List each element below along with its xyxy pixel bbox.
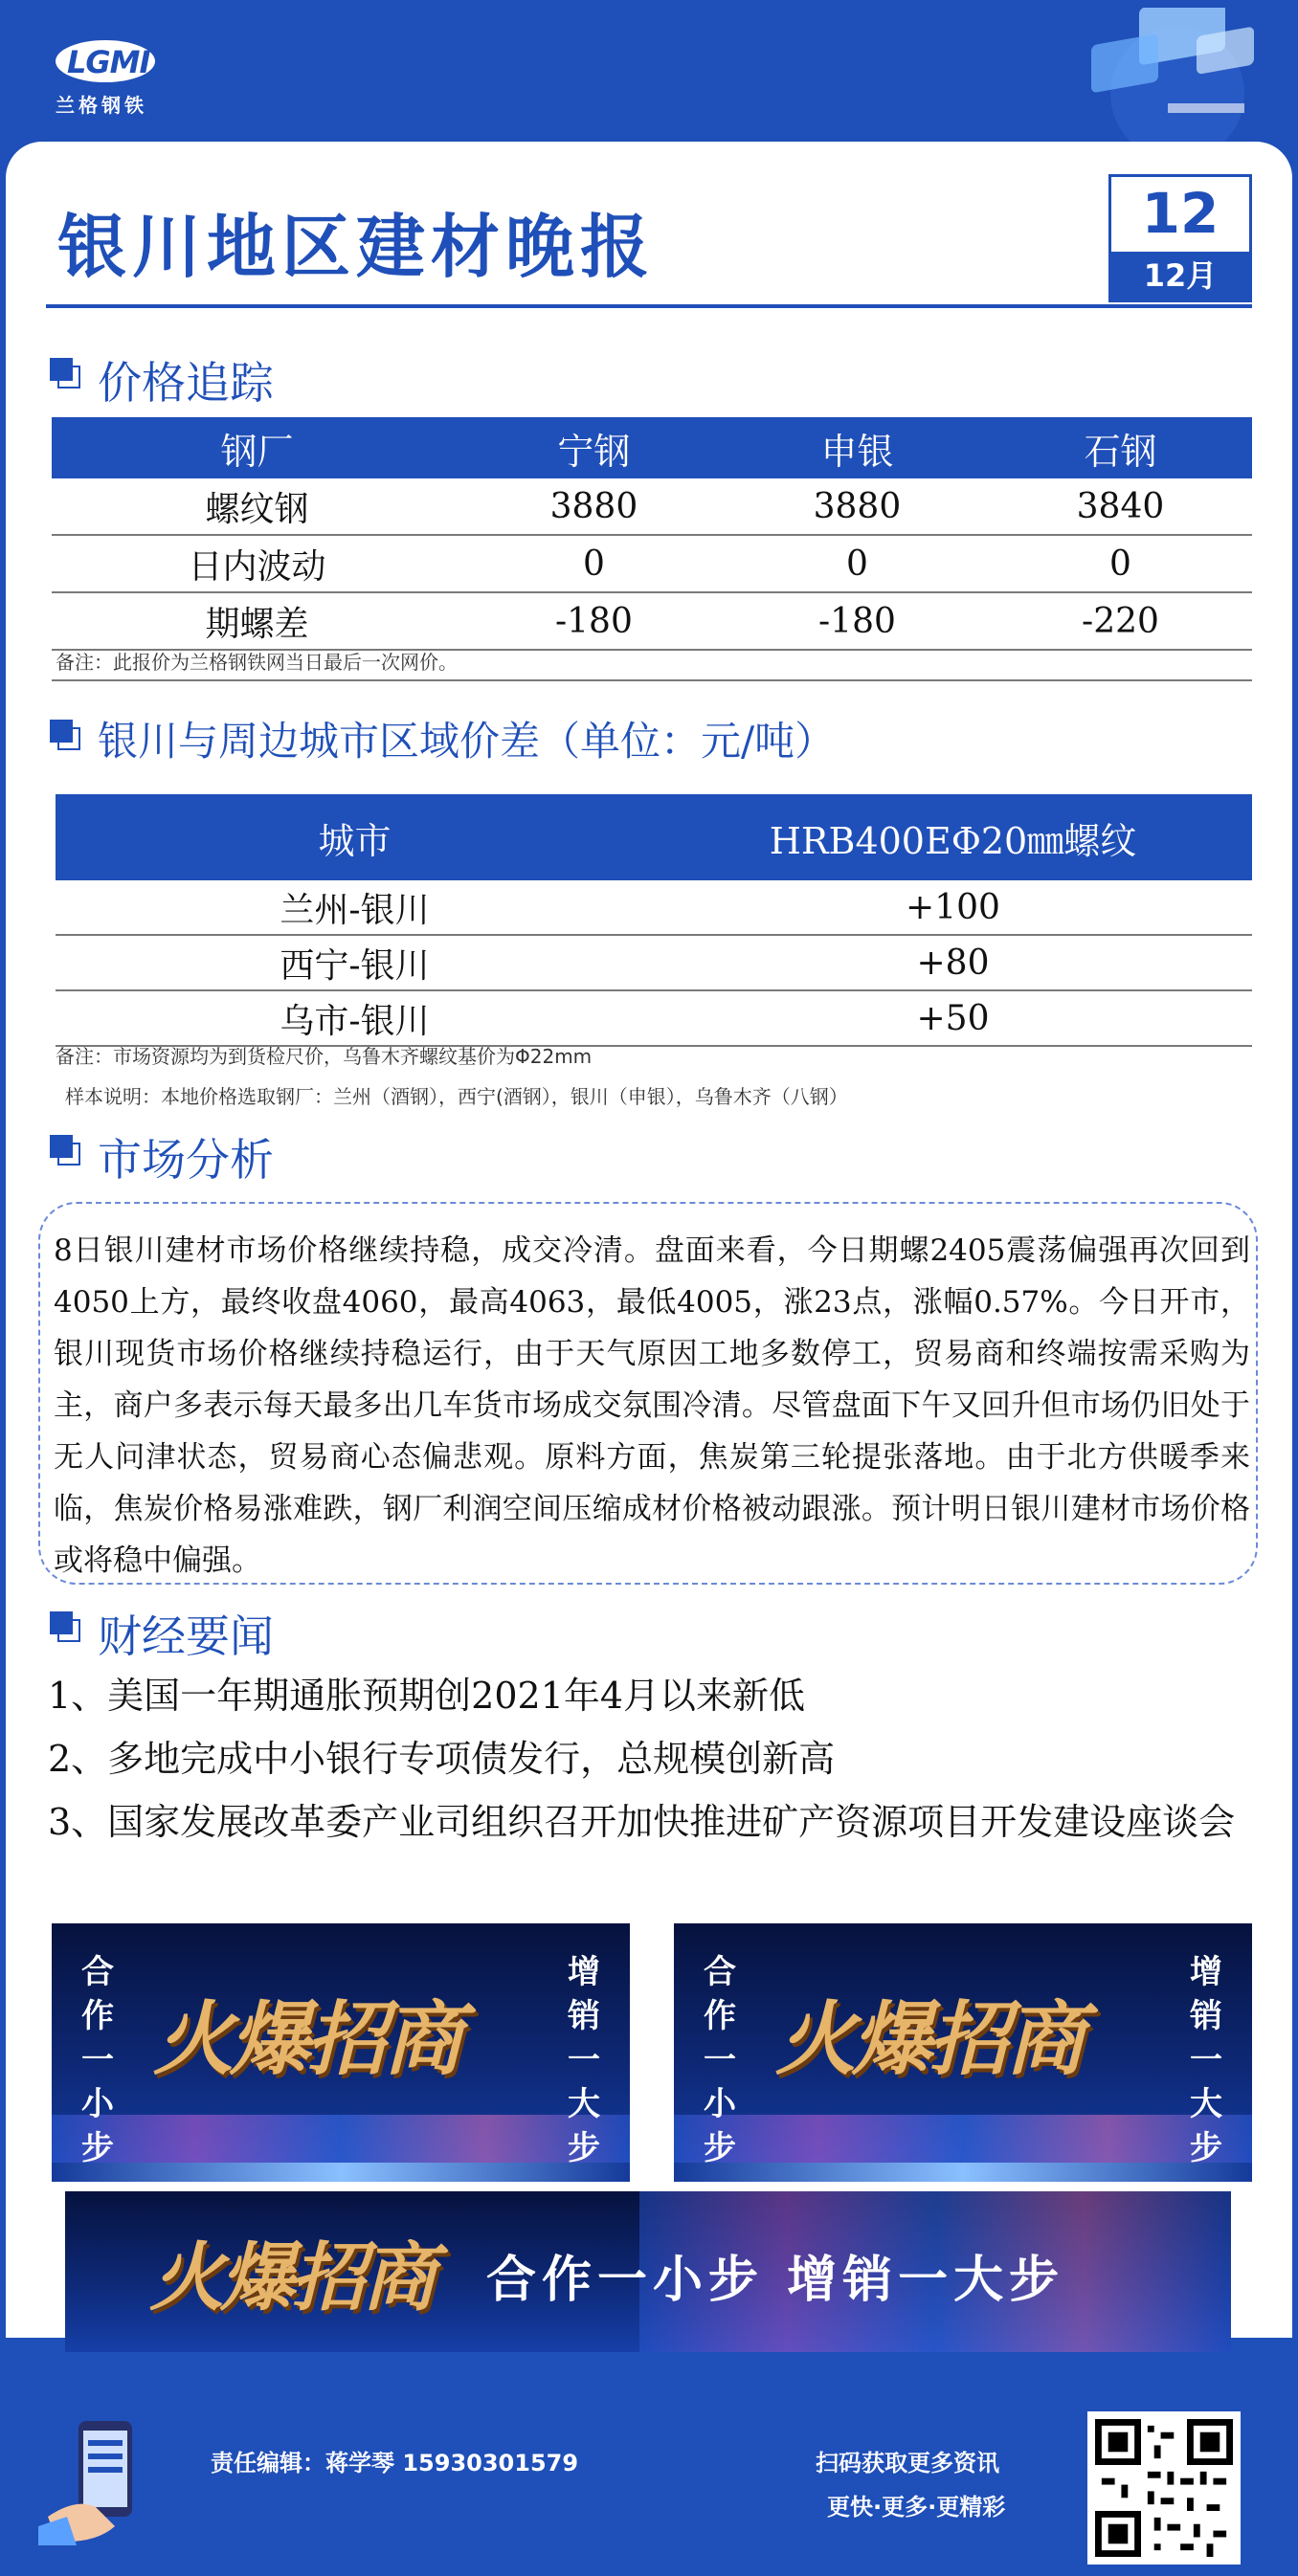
news-item: 2、多地完成中小银行专项债发行，总规模创新高 — [48, 1738, 836, 1780]
sample-note: 样本说明：本地价格选取钢厂：兰州（酒钢），西宁(酒钢），银川（申银），乌鲁木齐（八钢） — [65, 1085, 848, 1108]
divider — [52, 679, 1252, 681]
news-item: 3、国家发展改革委产业司组织召开加快推进矿产资源项目开发建设座谈会 — [48, 1801, 1236, 1843]
banner-slogan: 合作一小步 增销一大步 — [486, 2252, 1065, 2309]
row-label: 螺纹钢 — [52, 478, 462, 535]
square-bullet-icon — [50, 720, 82, 752]
city-cell: 西宁-银川 — [56, 935, 654, 990]
promo-banner-left[interactable] — [52, 1923, 630, 2182]
news-item: 1、美国一年期通胀预期创2021年4月以来新低 — [48, 1675, 806, 1717]
square-bullet-icon — [50, 1611, 82, 1644]
table-cell: -220 — [989, 592, 1252, 650]
square-bullet-icon — [50, 358, 82, 390]
col-header: HRB400EΦ20㎜螺纹 — [654, 794, 1252, 880]
lgmi-logo — [50, 34, 165, 115]
table-cell: 0 — [726, 535, 989, 592]
table-cell: -180 — [726, 592, 989, 650]
banner-vertical-left: 合作一小步 — [81, 1953, 114, 2167]
table-row — [56, 880, 1252, 935]
qr-code-icon — [1095, 2419, 1233, 2557]
section-title: 财经要闻 — [98, 1610, 274, 1662]
city-cell: 乌市-银川 — [56, 990, 654, 1046]
region-note: 备注：市场资源均为到货检尺价，乌鲁木齐螺纹基价为Φ22mm — [56, 1045, 593, 1068]
city-cell: 兰州-银川 — [56, 880, 654, 935]
table-cell: 3840 — [989, 478, 1252, 535]
region-table — [56, 794, 1252, 1047]
section-title: 价格追踪 — [98, 357, 274, 409]
logo-text: LGMI — [67, 44, 150, 80]
diff-cell: +100 — [654, 880, 1252, 935]
date-month: 12月 — [1111, 252, 1249, 300]
table-cell: -180 — [462, 592, 726, 650]
table-row — [56, 935, 1252, 990]
title-divider — [46, 304, 1252, 308]
table-row — [52, 592, 1252, 650]
table-cell: 0 — [989, 535, 1252, 592]
logo-cn-name: 兰格钢铁 — [56, 94, 147, 117]
square-bullet-icon — [50, 1135, 82, 1167]
col-header: 宁钢 — [462, 417, 726, 478]
section-title: 市场分析 — [98, 1134, 274, 1186]
promo-banner-right[interactable] — [674, 1923, 1252, 2182]
promo-banner-wide[interactable] — [65, 2191, 1231, 2352]
table-row — [56, 990, 1252, 1046]
qr-code[interactable] — [1087, 2411, 1241, 2565]
tech-decoration-icon — [1034, 8, 1273, 151]
diff-cell: +80 — [654, 935, 1252, 990]
table-row — [52, 478, 1252, 535]
table-cell: 3880 — [726, 478, 989, 535]
phone-hand-icon — [38, 2411, 172, 2545]
banner-hot-text: 火爆招商 — [775, 1991, 1083, 2086]
banner-vertical-right: 增销一大步 — [1190, 1953, 1222, 2167]
diff-cell: +50 — [654, 990, 1252, 1046]
col-header: 石钢 — [989, 417, 1252, 478]
date-day: 12 — [1141, 181, 1220, 246]
col-header: 城市 — [56, 794, 654, 880]
banner-hot-text: 火爆招商 — [149, 2234, 434, 2321]
editor-contact: 责任编辑：蒋学琴 15930301579 — [211, 2450, 579, 2476]
row-label: 日内波动 — [52, 535, 462, 592]
section-title: 银川与周边城市区域价差（单位：元/吨） — [98, 718, 836, 765]
banner-glow — [52, 2163, 630, 2182]
row-label: 期螺差 — [52, 592, 462, 650]
table-cell: 3880 — [462, 478, 726, 535]
banner-glow — [674, 2163, 1252, 2182]
price-table — [52, 417, 1252, 651]
analysis-box — [38, 1202, 1258, 1585]
col-header: 钢厂 — [52, 417, 462, 478]
analysis-text: 8日银川建材市场价格继续持稳，成交冷清。盘面来看，今日期螺2405震荡偏强再次回到4050上方，最终收盘4060，最高4063，最低4005，涨23点，涨幅0.57%。今日开市，银川现货市场价格继续持稳运行，由于天气原因工地多数停工，贸易商和终端按需采购为主，商户多表示每天最多出几车货市场成交氛围冷清。尽管盘面下午又回升但市场仍旧处于无人问津状态，贸易商心态偏悲观。原料方面，焦炭第三轮提张落地。由于北方供暖季来临，焦炭价格易涨难跌，钢厂利润空间压缩成材价格被动跟涨。预计明日银川建材市场价格或将稳中偏强。 — [54, 1233, 1250, 1578]
table-row — [52, 535, 1252, 592]
banner-vertical-left: 合作一小步 — [704, 1953, 736, 2167]
tagline: 更快·更多·更精彩 — [827, 2494, 1006, 2520]
banner-hot-text: 火爆招商 — [153, 1991, 460, 2086]
col-header: 申银 — [726, 417, 989, 478]
banner-vertical-right: 增销一大步 — [568, 1953, 600, 2167]
scan-prompt: 扫码获取更多资讯 — [816, 2450, 999, 2476]
table-cell: 0 — [462, 535, 726, 592]
price-note: 备注：此报价为兰格钢铁网当日最后一次网价。 — [56, 651, 458, 674]
page-title: 银川地区建材晚报 — [57, 206, 656, 287]
date-box — [1108, 174, 1252, 302]
